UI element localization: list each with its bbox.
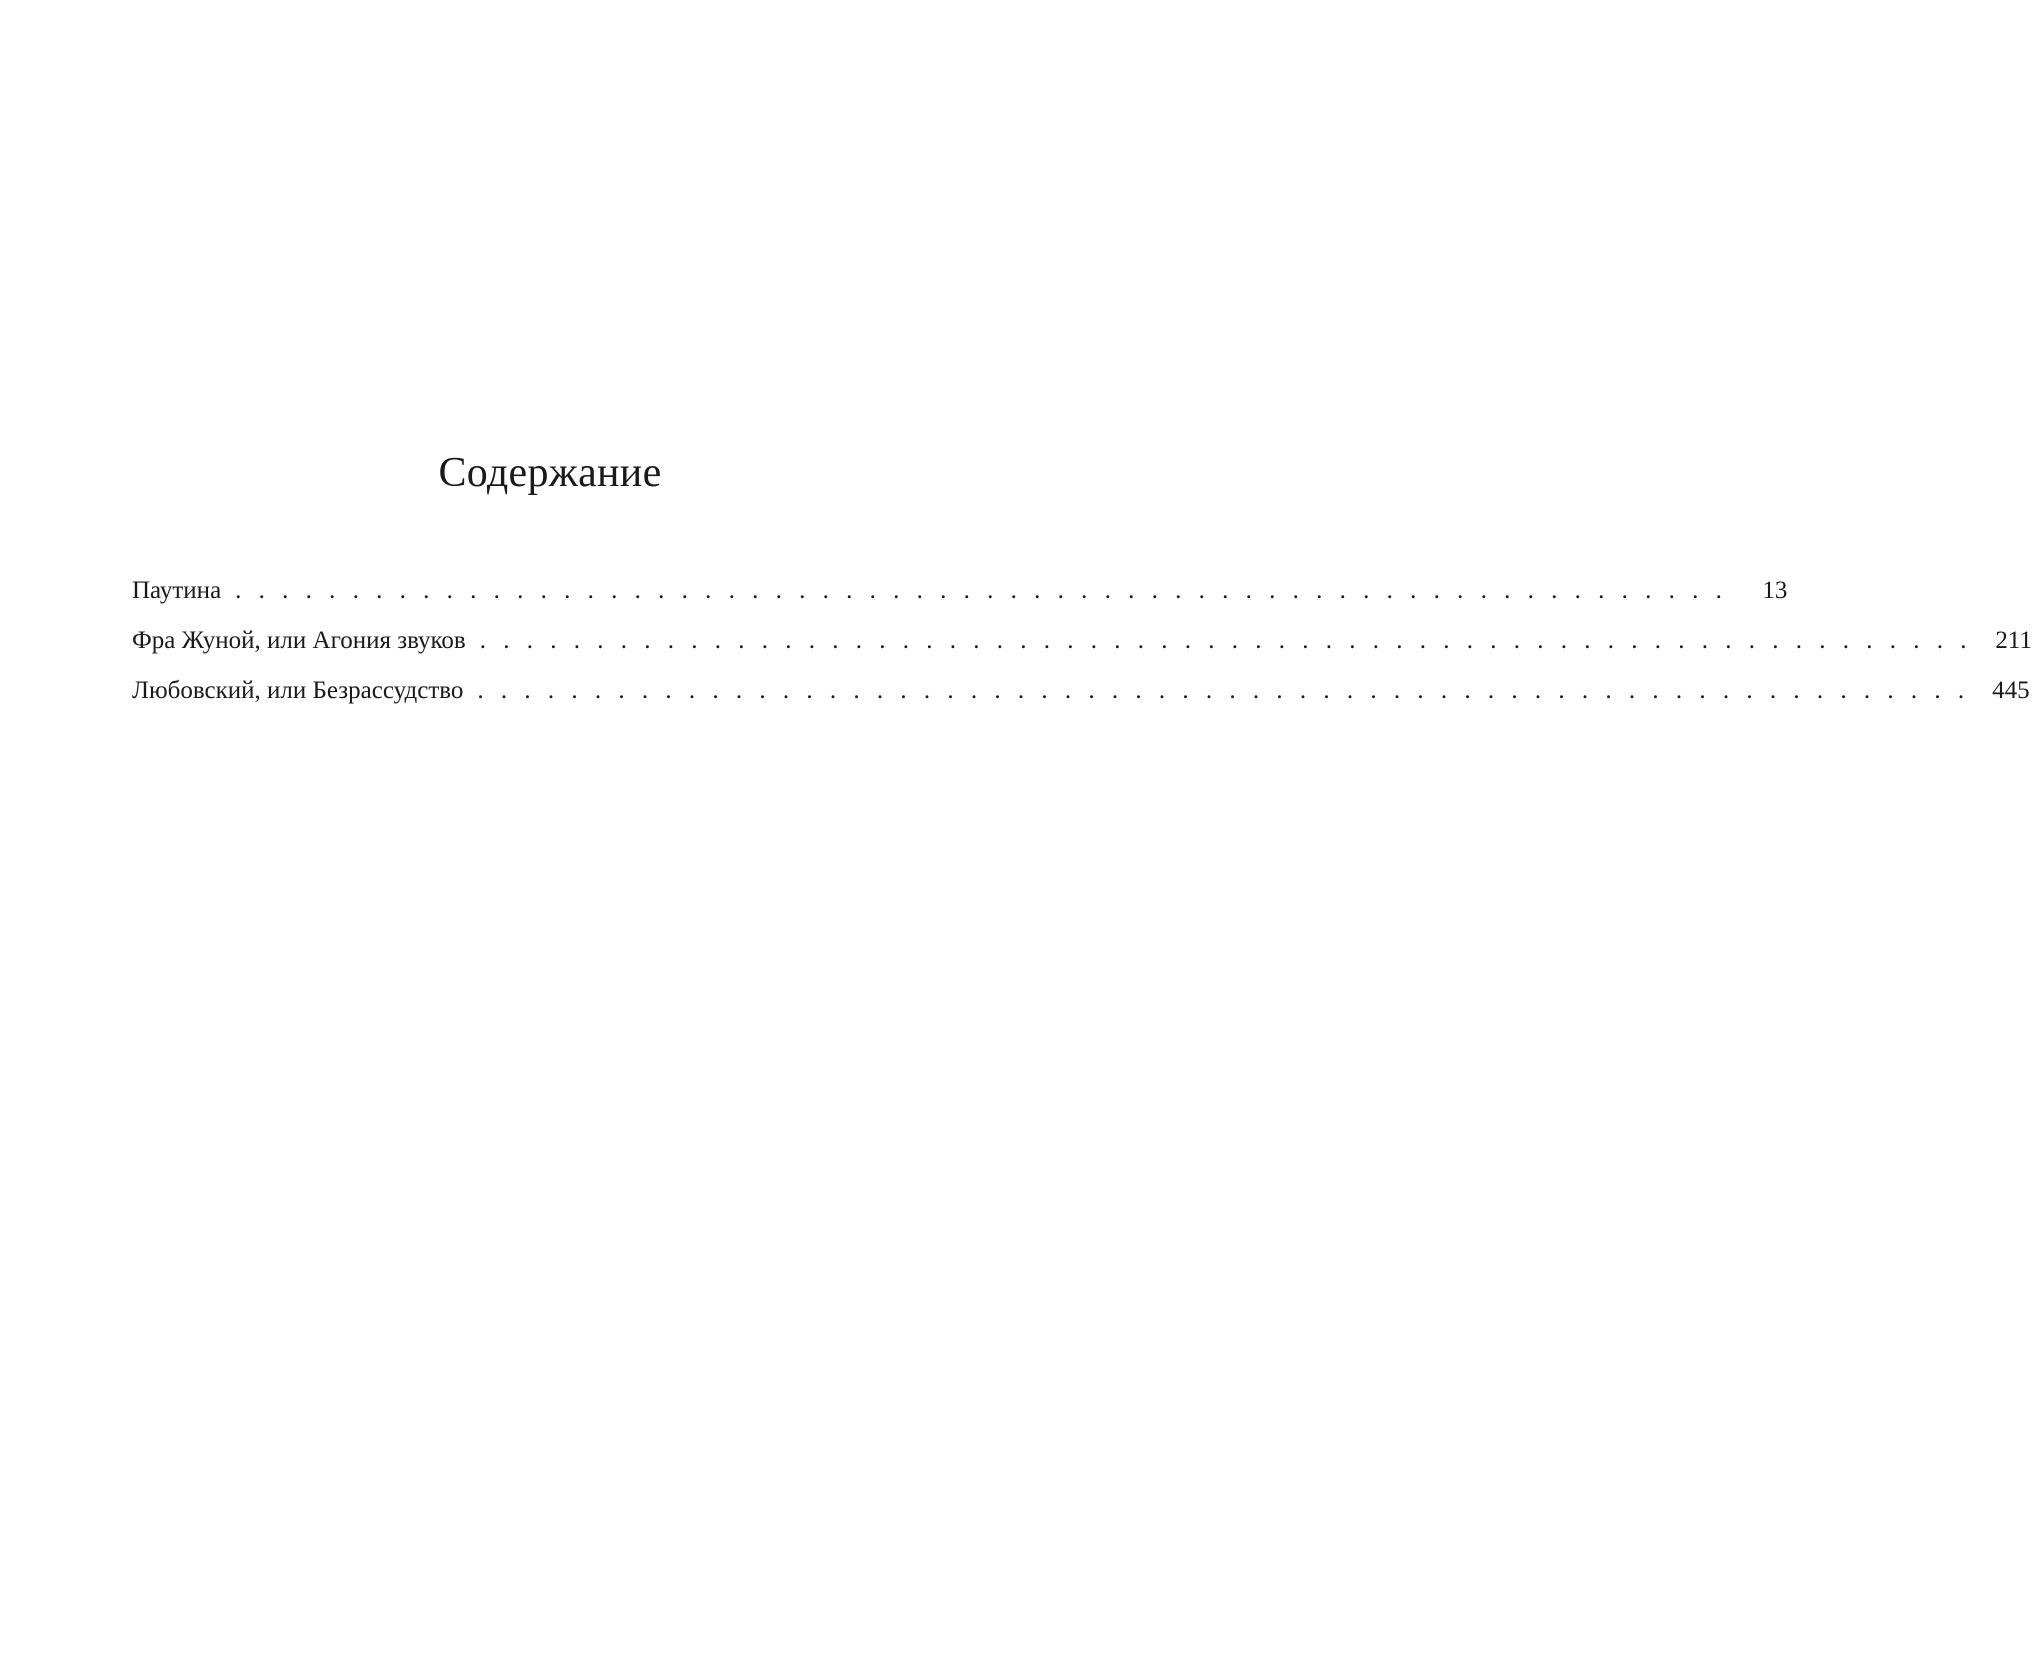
toc-page-number: 445: [1992, 677, 2030, 704]
toc-entry: [132, 627, 2032, 678]
toc-entry-title: Фра Жуной, или Агония звуков: [132, 627, 466, 654]
toc-dot-leader: . . . . . . . . . . . . . . . . . . . . . . . . . . . . . . . . . . . . . . . . . . . . . . . . . . . . . . . . . . . . . . . .: [477, 677, 1970, 704]
toc-entry: [132, 677, 2030, 728]
toc-entry-title: Паутина: [132, 577, 222, 604]
toc-dot-leader: . . . . . . . . . . . . . . . . . . . . . . . . . . . . . . . . . . . . . . . . . . . . . . . . . . . . . . . . . . . . . . . .: [479, 627, 1972, 654]
toc-list: [132, 577, 2032, 728]
toc-heading: Содержание: [438, 450, 662, 496]
toc-entry-title: Любовский, или Безрассудство: [132, 677, 464, 704]
toc-entry: [132, 577, 1788, 628]
toc-dot-leader: . . . . . . . . . . . . . . . . . . . . . . . . . . . . . . . . . . . . . . . . . . . . . . . . . . . . . . . . . . . . . . . .: [235, 577, 1728, 604]
toc-page-number: 211: [1995, 627, 2032, 654]
toc-page-number: 13: [1762, 577, 1788, 604]
